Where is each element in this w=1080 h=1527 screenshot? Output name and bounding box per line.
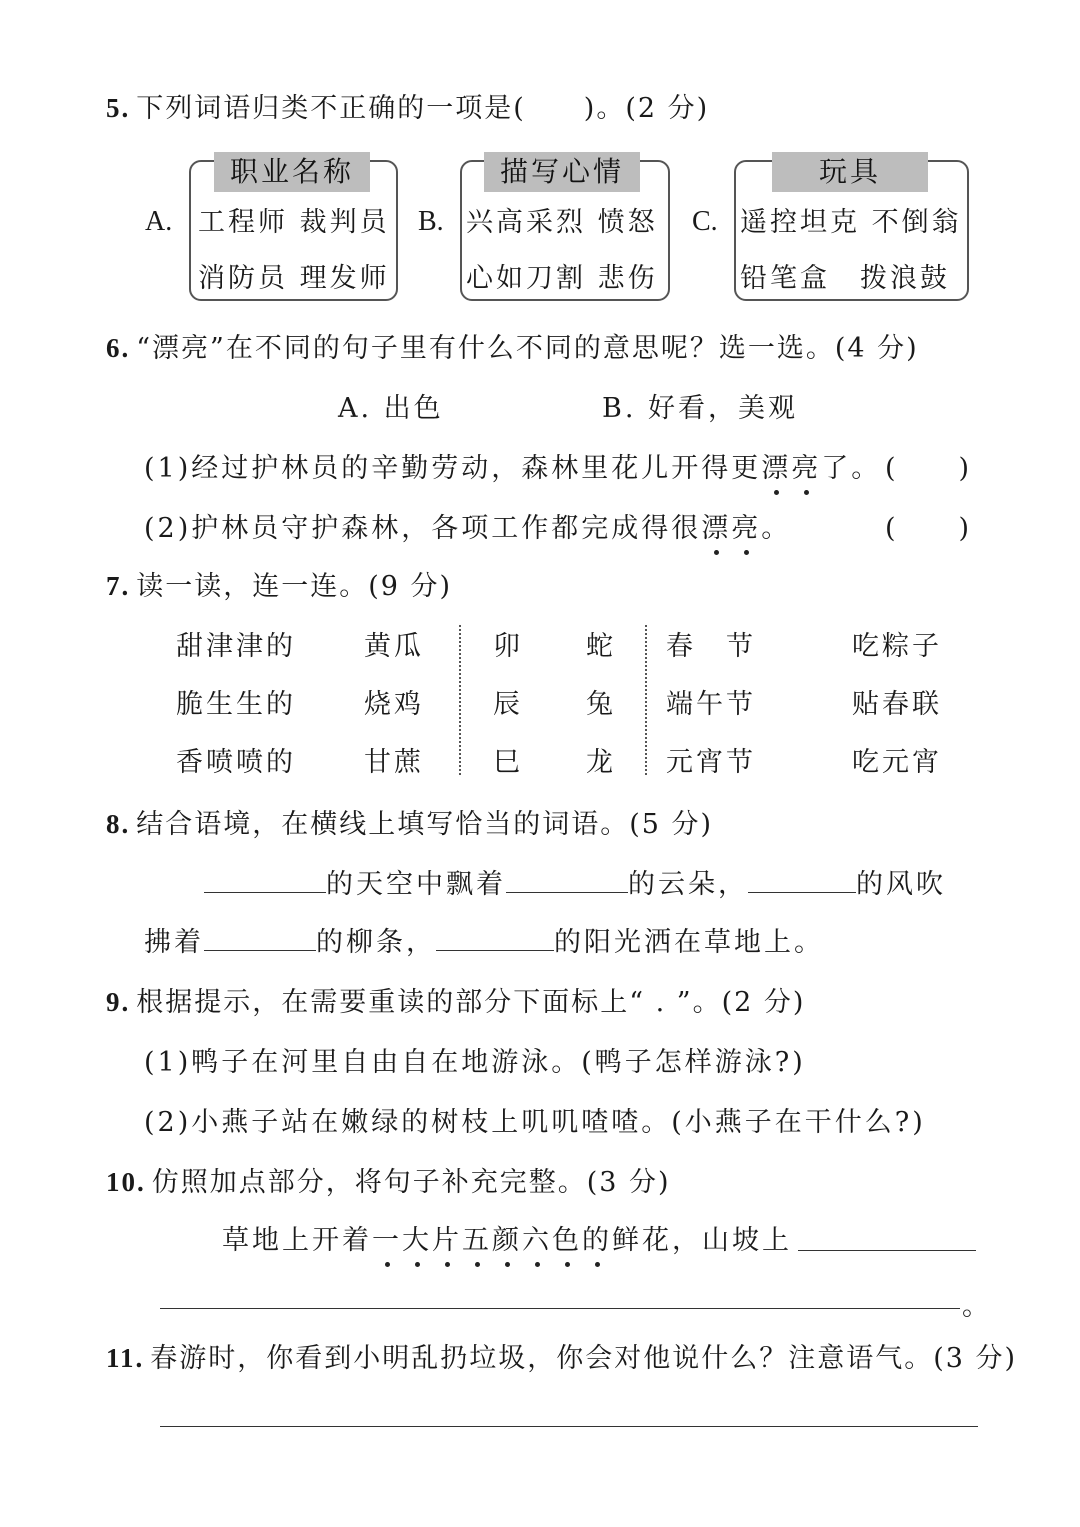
q10-answer-line-2[interactable]: [160, 1308, 960, 1309]
q10-answer-line-1[interactable]: [798, 1250, 976, 1251]
q8-line-1: 的天空中飘着 的云朵， 的风吹: [204, 862, 946, 901]
q6-number: 6.: [106, 333, 131, 363]
q7-divider-2: [645, 625, 647, 775]
q6-answer-paren-2[interactable]: ( ): [885, 513, 973, 544]
q8-number: 8.: [106, 809, 131, 839]
q7-col6-item[interactable]: 吃粽子: [852, 631, 942, 662]
q9-sentence-1[interactable]: (1)鸭子在河里自由自在地游泳。(鸭子怎样游泳?): [144, 1047, 806, 1078]
emphasis-dot-char: 亮: [731, 506, 761, 545]
q7-divider-1: [459, 625, 461, 775]
emphasis-dot-char: 亮: [791, 446, 821, 485]
q8-prompt: [106, 802, 713, 841]
emphasis-dot-char: 五: [462, 1218, 492, 1257]
q7-text: 读一读，连一连。(9 分): [136, 571, 453, 602]
q10-end-period: 。: [962, 1291, 992, 1322]
q7-col5-item[interactable]: 春 节: [666, 631, 756, 662]
fill-blank[interactable]: [204, 928, 316, 951]
q8-text: 结合语境，在横线上填写恰当的词语。(5 分): [136, 809, 714, 840]
q6-sentence-1: (1)经过护林员的辛勤劳动，森林里花儿开得更漂亮了。: [144, 446, 881, 485]
q9-text: 根据提示，在需要重读的部分下面标上“ . ”。(2 分): [136, 987, 806, 1018]
q7-col1-item[interactable]: 香喷喷的: [176, 747, 296, 778]
q9-prompt: [106, 980, 805, 1019]
q5-option-b-line2: 心如刀割 悲伤: [466, 263, 658, 294]
q7-col4-item[interactable]: 蛇: [586, 631, 616, 662]
q7-col5-item[interactable]: 端午节: [666, 689, 756, 720]
fill-blank[interactable]: [506, 870, 628, 893]
q8-line-2: 拂着 的柳条， 的阳光洒在草地上。: [144, 927, 824, 958]
fill-blank[interactable]: [204, 870, 326, 893]
q7-number: 7.: [106, 571, 131, 601]
q7-col4-item[interactable]: 兔: [586, 689, 616, 720]
q6-sentence-2: (2)护林员守护森林，各项工作都完成得很漂亮。: [144, 506, 791, 545]
q6-choice-a: A. 出色: [338, 393, 444, 424]
q5-option-a-letter[interactable]: A.: [145, 206, 173, 237]
q5-option-c-line2: 铅笔盒 拨浪鼓: [740, 263, 950, 294]
q7-prompt: [106, 564, 452, 603]
q10-prompt: [106, 1160, 671, 1199]
q9-sentence-2[interactable]: (2)小燕子站在嫩绿的树枝上叽叽喳喳。(小燕子在干什么?): [144, 1107, 926, 1138]
q5-option-a-line2: 消防员 理发师: [198, 263, 390, 294]
q7-col3-item[interactable]: 卯: [493, 631, 523, 662]
q7-col4-item[interactable]: 龙: [586, 747, 616, 778]
q10-sentence: 草地上开着一大片五颜六色的鲜花，山坡上: [222, 1218, 792, 1257]
q5-option-c-line1: 遥控坦克 不倒翁: [740, 207, 962, 238]
q7-col2-item[interactable]: 黄瓜: [364, 631, 424, 662]
emphasis-dot-char: 一: [372, 1218, 402, 1257]
q6-answer-paren-1[interactable]: ( ): [885, 453, 973, 484]
q5-option-c-header: 玩具: [772, 152, 928, 192]
q5-option-b-letter[interactable]: B.: [418, 206, 444, 237]
q7-col6-item[interactable]: 贴春联: [852, 689, 942, 720]
q5-option-a-line1: 工程师 裁判员: [198, 207, 390, 238]
q7-col3-item[interactable]: 辰: [493, 689, 523, 720]
q6-prompt: [106, 326, 919, 365]
q5-text: 下列词语归类不正确的一项是( )。(2 分): [136, 93, 710, 124]
q5-number: 5.: [106, 93, 131, 123]
q7-col1-item[interactable]: 甜津津的: [176, 631, 296, 662]
emphasis-dot-char: 大: [402, 1218, 432, 1257]
q7-col1-item[interactable]: 脆生生的: [176, 689, 296, 720]
fill-blank[interactable]: [436, 928, 554, 951]
q6-choice-b: B. 好看，美观: [602, 393, 799, 424]
q7-col2-item[interactable]: 甘蔗: [364, 747, 424, 778]
q11-number: 11.: [106, 1343, 145, 1373]
emphasis-dot-char: 的: [582, 1218, 612, 1257]
q5-option-b-line1: 兴高采烈 愤怒: [466, 207, 658, 238]
emphasis-dot-char: 片: [432, 1218, 462, 1257]
emphasis-dot-char: 六: [522, 1218, 552, 1257]
q11-prompt: [106, 1336, 1017, 1375]
q5-option-b-header: 描写心情: [484, 152, 640, 192]
emphasis-dot-char: 颜: [492, 1218, 522, 1257]
emphasis-dot-char: 色: [552, 1218, 582, 1257]
emphasis-dot-char: 漂: [701, 506, 731, 545]
emphasis-dot-char: 漂: [761, 446, 791, 485]
fill-blank[interactable]: [748, 870, 856, 893]
q10-number: 10.: [106, 1167, 146, 1197]
q5-option-a-header: 职业名称: [214, 152, 370, 192]
q11-text: 春游时，你看到小明乱扔垃圾，你会对他说什么？注意语气。(3 分): [150, 1343, 1018, 1374]
q7-col2-item[interactable]: 烧鸡: [364, 689, 424, 720]
q9-number: 9.: [106, 987, 131, 1017]
q6-text: “漂亮”在不同的句子里有什么不同的意思呢？选一选。(4 分): [136, 333, 919, 364]
q5-prompt: [106, 86, 709, 125]
q5-option-c-letter[interactable]: C.: [692, 206, 718, 237]
q7-col5-item[interactable]: 元宵节: [666, 747, 756, 778]
q11-answer-line[interactable]: [160, 1426, 978, 1427]
q7-col6-item[interactable]: 吃元宵: [852, 747, 942, 778]
q10-text: 仿照加点部分，将句子补充完整。(3 分): [151, 1167, 671, 1198]
q7-col3-item[interactable]: 巳: [493, 747, 523, 778]
